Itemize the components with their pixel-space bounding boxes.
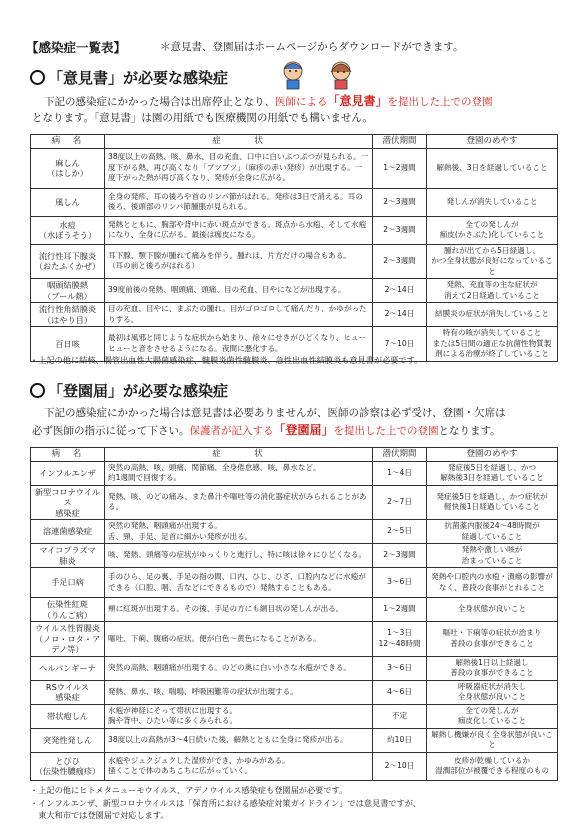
- criteria-cell: 全ての発しんが 痂皮(かさぶた)化していること: [427, 216, 558, 244]
- criteria-cell: 発熱、充血等の主な症状が 消えて2日経過していること: [427, 279, 558, 303]
- symptom-cell: 耳下腺、顎下腺が腫れて痛みを伴う。腫れは、片方だけの場合もある。 （耳の前と後ろがはれる）: [105, 244, 373, 279]
- download-note: ＊意見書、登園届はホームページからダウンロードができます。: [160, 41, 464, 53]
- disease-name-cell: インフルエンザ: [31, 461, 105, 485]
- incubation-cell: 2～14日: [373, 303, 427, 327]
- table-row: [31, 148, 558, 188]
- symptom-cell: 咳、発熱、頭痛等の症状がゆっくりと進行し、特に咳は徐々にひどくなる。: [105, 544, 373, 568]
- disease-name-cell: 新型コロナウイルス 感染症: [31, 485, 105, 520]
- symptom-cell: 目の充血、目やに、まぶたの腫れ。目がゴロゴロして痛んだり、かゆがったりする。: [105, 303, 373, 327]
- section2-intro-line2: 必ず医師の指示に従って下さい。保護者が記入する「登園届」を提出した上での登園となります。: [32, 423, 501, 437]
- symptom-cell: 嘔吐、下痢、腹痛の症状。便が白色～黄色になることがある。: [105, 622, 373, 657]
- incubation-cell: 4～6日: [373, 680, 427, 704]
- incubation-cell: 1～2週間: [373, 148, 427, 188]
- criteria-cell: 嘔吐・下痢等の症状が治まり 普段の食事ができること: [427, 622, 558, 657]
- incubation-cell: 3～6日: [373, 656, 427, 680]
- section2-footnote-1: ・上記の他にヒトメタニューモウイルス、アデノウイルス感染症も登園届が必要です。: [30, 785, 348, 795]
- disease-name-cell: 水痘 （水ぼうそう）: [31, 216, 105, 244]
- disease-name-cell: 流行性角結膜炎 （はやり目）: [31, 303, 105, 327]
- table-row: [31, 485, 558, 520]
- page-title: 【感染症一覧表】: [26, 40, 127, 55]
- section1-footnote: ・上記の他に結核、腸管出血性大腸菌感染症、髄膜炎菌性髄膜炎、急性出血性結膜炎も意見書が必要です。: [30, 355, 423, 365]
- circle-bullet-icon: [30, 383, 45, 398]
- table-row: [31, 656, 558, 680]
- symptom-cell: 水疱やジュクジュクした湿疹ができ、かゆみがある。 掻くことで体のあちこちに広がっていく。: [105, 752, 373, 780]
- incubation-cell: 3～6日: [373, 568, 427, 598]
- incubation-cell: 1～2週間: [373, 598, 427, 622]
- table-row: [31, 728, 558, 752]
- incubation-cell: 約10日: [373, 728, 427, 752]
- disease-name-cell: 帯状疱しん: [31, 704, 105, 728]
- col-header-name: 病 名: [31, 448, 105, 462]
- symptom-cell: 頬に紅斑が出現する。その後、手足の方にも網目状の発しんが出る。: [105, 598, 373, 622]
- table-row: [31, 216, 558, 244]
- symptom-cell: 最初は風邪と同じような症状から始まり、徐々にせきがひどくなり、ヒューヒューと音をさせるようになる。夜間に悪化する。: [105, 327, 373, 362]
- table-row: [31, 303, 558, 327]
- symptom-cell: 発熱、鼻水、咳、喘鳴、呼吸困難等の症状が出現する。: [105, 680, 373, 704]
- table-row: [31, 279, 558, 303]
- incubation-cell: 不定: [373, 704, 427, 728]
- col-header-incubation: 潜伏期間: [373, 448, 427, 462]
- symptom-cell: 手のひら、足の裏、手足の指の間、口内、ひじ、ひざ、口腔内などに水疱ができる（口腔、咽、舌などにできるもので）発熱することもある。: [105, 568, 373, 598]
- table-row: [31, 622, 558, 657]
- section2-footnote-3: 東大和市では登園届で対応します。: [30, 810, 169, 820]
- col-header-name: 病 名: [31, 135, 105, 149]
- col-header-symptom: 症 状: [105, 448, 373, 462]
- section1-title: 「意見書」が必要な感染症: [30, 67, 228, 88]
- section1-intro-line2: となります。「意見書」は園の用紙でも医療機関の用紙でも構いません。: [32, 112, 374, 124]
- disease-name-cell: 麻しん （はしか）: [31, 148, 105, 188]
- symptom-cell: 発熱、咳、のどの痛み、また鼻汁や嘔吐等の消化器症状がみられることがある。: [105, 485, 373, 520]
- disease-name-cell: RSウイルス 感染症: [31, 680, 105, 704]
- disease-name-cell: 咽頭結膜熱 （プール熱）: [31, 279, 105, 303]
- disease-name-cell: 流行性耳下腺炎 （おたふくかぜ）: [31, 244, 105, 279]
- criteria-cell: 発しんが消失していること: [427, 188, 558, 216]
- incubation-cell: 2～14日: [373, 279, 427, 303]
- section2-footnote-2: ・インフルエンザ、新型コロナウイルスは「保育所における感染症対策ガイドライン」では意見書ですが、: [30, 798, 422, 808]
- table-header-row: [31, 135, 558, 149]
- col-header-criteria: 登園のめやす: [427, 135, 558, 149]
- disease-name-cell: 手足口病: [31, 568, 105, 598]
- incubation-cell: 1～3日 12～48時間: [373, 622, 427, 657]
- incubation-cell: 2～5日: [373, 520, 427, 544]
- col-header-symptom: 症 状: [105, 135, 373, 149]
- table-row: [31, 520, 558, 544]
- criteria-cell: 特有の咳が消失していること または5日間の適正な抗菌性物質製剤による治療が終了していること: [427, 327, 558, 362]
- disease-name-cell: 伝染性紅斑 （りんご病）: [31, 598, 105, 622]
- criteria-cell: 全ての発しんが 痂皮化していること: [427, 704, 558, 728]
- symptom-cell: 水疱が神経にそって帯状に出現する。 胸や背中、ひたい等に多くみられる。: [105, 704, 373, 728]
- mascot-boy-icon: [278, 58, 308, 90]
- symptom-cell: 38度以上の高熱、咳、鼻水、目の充血、口中に白いぶつぶつが見られる。一度下がる熱、再び高くなり「ブツブツ」（麻疹の赤い発疹）が出現する。一度下がった熱が再び高くなり、発疹が全身に広がる。: [105, 148, 373, 188]
- table-row: [31, 544, 558, 568]
- incubation-cell: 2～3週間: [373, 188, 427, 216]
- table-row: [31, 752, 558, 780]
- symptom-cell: 突然の発熱、咽頭痛が出現する。 舌、頸、手足、足首に細かい発疹が出る。: [105, 520, 373, 544]
- criteria-cell: 発症後5日を経過し、かつ症状が 軽快後1日経過していること: [427, 485, 558, 520]
- section2-table: [30, 447, 558, 781]
- incubation-cell: 2～3週間: [373, 544, 427, 568]
- table-row: [31, 244, 558, 279]
- disease-name-cell: 溶連菌感染症: [31, 520, 105, 544]
- incubation-cell: 7～10日: [373, 327, 427, 362]
- criteria-cell: 発熱や口腔内の水疱・潰瘍の影響が なく、普段の食事がとれること: [427, 568, 558, 598]
- table-row: [31, 188, 558, 216]
- criteria-cell: 解熱後、3日を経過していること: [427, 148, 558, 188]
- table-row: [31, 461, 558, 485]
- criteria-cell: 抗菌薬内服後24～48時間が 経過していること: [427, 520, 558, 544]
- criteria-cell: 全身状態が良いこと: [427, 598, 558, 622]
- table-row: [31, 598, 558, 622]
- col-header-incubation: 潜伏期間: [373, 135, 427, 149]
- criteria-cell: 腫れが出てから5日経過し、 かつ全身状態が良好になっていること: [427, 244, 558, 279]
- disease-name-cell: ヘルパンギーナ: [31, 656, 105, 680]
- symptom-cell: 突然の高熱、咳、頭痛、関節痛、全身倦怠感、咳、鼻水など。 約1週間で回復する。: [105, 461, 373, 485]
- section1-table: [30, 134, 558, 362]
- circle-bullet-icon: [30, 70, 45, 85]
- section2-title: 「登園届」が必要な感染症: [30, 380, 228, 401]
- symptom-cell: 39度前後の発熱、咽頭痛、頭痛、目の充血、目やになどが出現する。: [105, 279, 373, 303]
- incubation-cell: 1～4日: [373, 461, 427, 485]
- symptom-cell: 38度以上の高熱が3～4日続いた後、解熱とともに全身に発疹が出る。: [105, 728, 373, 752]
- table-header-row: [31, 448, 558, 462]
- incubation-cell: 2～10日: [373, 752, 427, 780]
- criteria-cell: 結膜炎の症状が消失していること: [427, 303, 558, 327]
- criteria-cell: 発熱や激しい咳が 治まっていること: [427, 544, 558, 568]
- criteria-cell: 皮疹が乾燥しているか 湿潤部位が被覆できる程度のもの: [427, 752, 558, 780]
- disease-name-cell: マイコプラズマ 肺炎: [31, 544, 105, 568]
- table-row: [31, 680, 558, 704]
- symptom-cell: 全身の発疹、耳の後ろや首のリンパ節がはれる。発疹は3日で消える。耳の後ろ、後頭部のリンパ節腫脹が見られる。: [105, 188, 373, 216]
- incubation-cell: 2～3週間: [373, 244, 427, 279]
- disease-name-cell: ウイルス性胃腸炎 （ノロ・ロタ・アデノ等）: [31, 622, 105, 657]
- mascot-girl-icon: [326, 58, 356, 90]
- section1-intro-line1: 下記の感染症にかかった場合は出席停止となり、医師による「意見書」を提出した上での登園: [44, 94, 493, 108]
- table-row: [31, 568, 558, 598]
- col-header-criteria: 登園のめやす: [427, 448, 558, 462]
- symptom-cell: 突然の高熱、咽頭痛が出現する。のどの奥に白い小さな水疱ができる。: [105, 656, 373, 680]
- symptom-cell: 発熱とともに、胸部や背中に赤い斑点ができる。斑点から水疱、そして水疱になり、全身に広がる。最後は痂皮になる。: [105, 216, 373, 244]
- criteria-cell: 呼吸器症状が消失し 全身状態が良いこと: [427, 680, 558, 704]
- incubation-cell: 2～3週間: [373, 216, 427, 244]
- criteria-cell: 発症後5日を経過し、かつ 解熱後3日を経過していること: [427, 461, 558, 485]
- disease-name-cell: 百日咳: [31, 327, 105, 362]
- section2-intro-line1: 下記の感染症にかかった場合は意見書は必要ありませんが、医師の診察は必ず受け、登園・欠席は: [44, 407, 506, 419]
- table-row: [31, 704, 558, 728]
- criteria-cell: 解熱後1日以上経過し 普段の食事ができること: [427, 656, 558, 680]
- disease-name-cell: 突発性発しん: [31, 728, 105, 752]
- disease-name-cell: とびひ （伝染性膿痂疹）: [31, 752, 105, 780]
- disease-name-cell: 風しん: [31, 188, 105, 216]
- criteria-cell: 解熱し機嫌が良く全身状態が良いこと: [427, 728, 558, 752]
- incubation-cell: 2～7日: [373, 485, 427, 520]
